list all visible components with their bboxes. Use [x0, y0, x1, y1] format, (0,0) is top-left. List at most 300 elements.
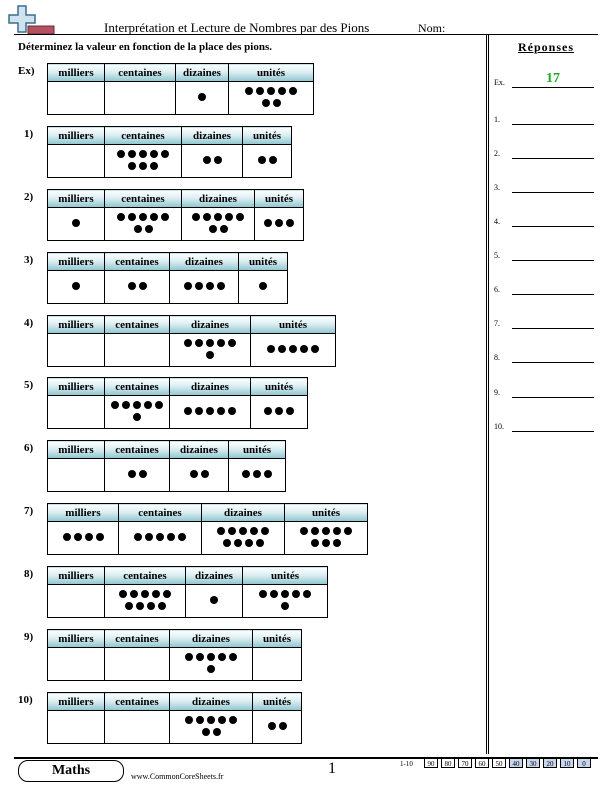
- answer-label: 6.: [494, 285, 500, 294]
- counter-dot: [300, 345, 308, 353]
- answer-row: [494, 313, 594, 329]
- counter-dot: [117, 213, 125, 221]
- column-header: dizaines: [170, 630, 253, 648]
- counter-dot: [128, 162, 136, 170]
- counter-cell: [202, 522, 285, 555]
- column-header: dizaines: [176, 64, 229, 82]
- counter-dot: [202, 728, 210, 736]
- column-header: milliers: [48, 441, 105, 459]
- counter-dot: [322, 527, 330, 535]
- answer-line[interactable]: [512, 226, 594, 227]
- counter-dot: [196, 653, 204, 661]
- score-box: 70: [458, 758, 472, 768]
- answer-label: 8.: [494, 353, 500, 362]
- place-value-table: [47, 126, 292, 178]
- counter-cell: [105, 271, 170, 304]
- counter-dot: [229, 716, 237, 724]
- answer-line[interactable]: [512, 362, 594, 363]
- counter-cell: [105, 648, 170, 681]
- counter-dot: [184, 407, 192, 415]
- counter-cell: [105, 145, 182, 178]
- counter-dot: [311, 527, 319, 535]
- answer-row: [494, 177, 594, 193]
- counter-dot: [300, 527, 308, 535]
- column-header: dizaines: [170, 378, 251, 396]
- answer-label: 5.: [494, 251, 500, 260]
- counter-dot: [278, 87, 286, 95]
- counter-dot: [207, 716, 215, 724]
- counter-dot: [275, 407, 283, 415]
- score-box: 40: [509, 758, 523, 768]
- counter-dot: [281, 602, 289, 610]
- place-value-table: [47, 377, 308, 429]
- counter-dot: [281, 590, 289, 598]
- column-header: centaines: [105, 127, 182, 145]
- counter-dot: [139, 213, 147, 221]
- counter-dot: [141, 590, 149, 598]
- counter-dot: [163, 590, 171, 598]
- answer-label: 3.: [494, 183, 500, 192]
- score-box: 80: [441, 758, 455, 768]
- counter-dot: [292, 590, 300, 598]
- counter-cell: [253, 711, 302, 744]
- column-header: centaines: [105, 441, 170, 459]
- counter-dot: [322, 539, 330, 547]
- column-header: dizaines: [170, 693, 253, 711]
- counter-dot: [136, 602, 144, 610]
- counter-cell: [105, 585, 186, 618]
- counter-dot: [333, 527, 341, 535]
- column-header: milliers: [48, 190, 105, 208]
- counter-dot: [286, 407, 294, 415]
- counter-dot: [85, 533, 93, 541]
- counter-dot: [210, 596, 218, 604]
- column-header: dizaines: [170, 253, 239, 271]
- column-header: dizaines: [182, 190, 255, 208]
- counter-dot: [178, 533, 186, 541]
- counter-dot: [256, 87, 264, 95]
- place-value-table: [47, 63, 314, 115]
- answer-value: 17: [546, 71, 560, 86]
- column-header: milliers: [48, 504, 119, 522]
- answer-row: [494, 416, 594, 432]
- problem-number: 9): [24, 631, 34, 643]
- answer-line[interactable]: [512, 158, 594, 159]
- problem-number: 3): [24, 254, 34, 266]
- counter-dot: [167, 533, 175, 541]
- counter-dot: [239, 527, 247, 535]
- counter-dot: [264, 470, 272, 478]
- counter-dot: [229, 653, 237, 661]
- counter-dot: [206, 407, 214, 415]
- score-box: 10: [560, 758, 574, 768]
- counter-dot: [236, 213, 244, 221]
- counter-dot: [150, 150, 158, 158]
- counter-dot: [262, 99, 270, 107]
- place-value-table: [47, 189, 304, 241]
- counter-cell: [48, 522, 119, 555]
- counter-dot: [209, 225, 217, 233]
- counter-dot: [158, 602, 166, 610]
- counter-dot: [242, 470, 250, 478]
- counter-dot: [133, 401, 141, 409]
- counter-dot: [184, 282, 192, 290]
- counter-dot: [214, 156, 222, 164]
- score-box: 90: [424, 758, 438, 768]
- counter-dot: [203, 156, 211, 164]
- counter-cell: [48, 585, 105, 618]
- answer-line[interactable]: [512, 87, 594, 88]
- counter-dot: [134, 533, 142, 541]
- counter-dot: [185, 653, 193, 661]
- counter-dot: [217, 527, 225, 535]
- column-header: centaines: [105, 190, 182, 208]
- problem-number: 10): [18, 694, 33, 706]
- counter-dot: [264, 407, 272, 415]
- counter-dot: [152, 590, 160, 598]
- counter-cell: [105, 208, 182, 241]
- counter-dot: [145, 533, 153, 541]
- counter-cell: [186, 585, 243, 618]
- column-header: dizaines: [202, 504, 285, 522]
- counter-cell: [48, 711, 105, 744]
- score-box: 0: [577, 758, 591, 768]
- counter-cell: [182, 208, 255, 241]
- counter-dot: [270, 590, 278, 598]
- counter-dot: [286, 219, 294, 227]
- answer-line[interactable]: [512, 294, 594, 295]
- counter-dot: [195, 407, 203, 415]
- score-box: 50: [492, 758, 506, 768]
- counter-dot: [134, 225, 142, 233]
- answer-row: [494, 211, 594, 227]
- counter-dot: [128, 213, 136, 221]
- counter-dot: [161, 150, 169, 158]
- column-header: unités: [251, 316, 336, 334]
- counter-cell: [105, 711, 170, 744]
- counter-cell: [251, 396, 308, 429]
- counter-dot: [206, 351, 214, 359]
- counter-dot: [218, 716, 226, 724]
- worksheet-title: Interprétation et Lecture de Nombres par des Pions: [104, 20, 370, 35]
- page-number: 1: [328, 760, 336, 777]
- counter-dot: [130, 590, 138, 598]
- problem-number: Ex): [18, 65, 35, 77]
- counter-dot: [228, 407, 236, 415]
- counter-dot: [289, 345, 297, 353]
- counter-cell: [243, 145, 292, 178]
- counter-cell: [48, 396, 105, 429]
- column-header: unités: [253, 630, 302, 648]
- problem-number: 5): [24, 379, 34, 391]
- counter-dot: [161, 213, 169, 221]
- counter-cell: [170, 334, 251, 367]
- problem-number: 7): [24, 505, 34, 517]
- column-header: dizaines: [182, 127, 243, 145]
- counter-cell: [48, 648, 105, 681]
- counter-dot: [139, 162, 147, 170]
- counter-dot: [198, 93, 206, 101]
- counter-cell: [105, 334, 170, 367]
- counter-dot: [139, 282, 147, 290]
- counter-dot: [234, 539, 242, 547]
- counter-dot: [259, 282, 267, 290]
- maths-badge: Maths: [18, 760, 124, 782]
- counter-cell: [170, 459, 229, 492]
- counter-dot: [150, 162, 158, 170]
- counter-cell: [170, 396, 251, 429]
- counter-cell: [239, 271, 288, 304]
- counter-dot: [279, 722, 287, 730]
- counter-dot: [225, 213, 233, 221]
- counter-dot: [207, 653, 215, 661]
- counter-cell: [105, 82, 176, 115]
- counter-cell: [48, 334, 105, 367]
- score-box: 60: [475, 758, 489, 768]
- place-value-table: [47, 503, 368, 555]
- column-header: milliers: [48, 630, 105, 648]
- answer-label: 4.: [494, 217, 500, 226]
- counter-dot: [72, 282, 80, 290]
- column-header: centaines: [105, 253, 170, 271]
- counter-cell: [48, 208, 105, 241]
- counter-dot: [133, 413, 141, 421]
- column-header: unités: [229, 441, 286, 459]
- problem-number: 2): [24, 191, 34, 203]
- counter-dot: [185, 716, 193, 724]
- counter-cell: [48, 82, 105, 115]
- place-value-table: [47, 252, 288, 304]
- column-header: centaines: [105, 693, 170, 711]
- counter-dot: [96, 533, 104, 541]
- footer-url: www.CommonCoreSheets.fr: [131, 772, 224, 781]
- answer-row: [494, 109, 594, 125]
- counter-dot: [144, 401, 152, 409]
- answer-label: 2.: [494, 149, 500, 158]
- answer-label: 9.: [494, 388, 500, 397]
- counter-cell: [48, 145, 105, 178]
- column-header: unités: [243, 127, 292, 145]
- counter-dot: [63, 533, 71, 541]
- counter-cell: [285, 522, 368, 555]
- score-box: 20: [543, 758, 557, 768]
- score-box: 30: [526, 758, 540, 768]
- counter-dot: [289, 87, 297, 95]
- counter-dot: [253, 470, 261, 478]
- answer-line[interactable]: [512, 260, 594, 261]
- column-header: milliers: [48, 127, 105, 145]
- counter-cell: [253, 648, 302, 681]
- answer-row: [494, 143, 594, 159]
- counter-cell: [229, 82, 314, 115]
- instructions: Déterminez la valeur en fonction de la place des pions.: [18, 41, 272, 53]
- counter-dot: [111, 401, 119, 409]
- answer-label: 10.: [494, 422, 504, 431]
- counter-dot: [220, 225, 228, 233]
- problem-number: 1): [24, 128, 34, 140]
- column-header: dizaines: [170, 316, 251, 334]
- counter-dot: [217, 407, 225, 415]
- column-header: unités: [251, 378, 308, 396]
- counter-dot: [311, 539, 319, 547]
- answer-line[interactable]: [512, 328, 594, 329]
- counter-dot: [250, 527, 258, 535]
- counter-dot: [228, 527, 236, 535]
- counter-dot: [117, 150, 125, 158]
- counter-cell: [251, 334, 336, 367]
- counter-dot: [256, 539, 264, 547]
- counter-dot: [128, 282, 136, 290]
- counter-dot: [74, 533, 82, 541]
- counter-dot: [267, 345, 275, 353]
- counter-dot: [184, 339, 192, 347]
- counter-cell: [229, 459, 286, 492]
- counter-dot: [278, 345, 286, 353]
- answer-line[interactable]: [512, 431, 594, 432]
- counter-dot: [269, 156, 277, 164]
- counter-dot: [195, 282, 203, 290]
- answer-label: 7.: [494, 319, 500, 328]
- counter-dot: [139, 470, 147, 478]
- answer-row: [494, 245, 594, 261]
- counter-dot: [139, 150, 147, 158]
- answer-label: Ex.: [494, 78, 505, 87]
- counter-dot: [155, 401, 163, 409]
- answer-row: [494, 382, 594, 398]
- counter-dot: [223, 539, 231, 547]
- column-header: milliers: [48, 378, 105, 396]
- answer-row: [494, 72, 594, 88]
- counter-dot: [217, 282, 225, 290]
- column-header: unités: [285, 504, 368, 522]
- counter-cell: [243, 585, 328, 618]
- answers-divider: [486, 34, 489, 754]
- column-header: unités: [239, 253, 288, 271]
- column-header: centaines: [105, 630, 170, 648]
- counter-cell: [176, 82, 229, 115]
- counter-cell: [48, 459, 105, 492]
- counter-dot: [201, 470, 209, 478]
- column-header: unités: [229, 64, 314, 82]
- counter-dot: [150, 213, 158, 221]
- counter-cell: [105, 459, 170, 492]
- column-header: dizaines: [170, 441, 229, 459]
- counter-dot: [119, 590, 127, 598]
- column-header: milliers: [48, 316, 105, 334]
- counter-dot: [217, 339, 225, 347]
- answers-title: Réponses: [518, 40, 575, 54]
- counter-cell: [170, 271, 239, 304]
- counter-dot: [245, 87, 253, 95]
- counter-dot: [273, 99, 281, 107]
- column-header: milliers: [48, 693, 105, 711]
- column-header: centaines: [105, 64, 176, 82]
- counter-dot: [264, 219, 272, 227]
- counter-dot: [195, 339, 203, 347]
- column-header: unités: [255, 190, 304, 208]
- place-value-table: [47, 629, 302, 681]
- header-rule: [14, 34, 598, 35]
- answer-row: [494, 347, 594, 363]
- counter-dot: [190, 470, 198, 478]
- counter-dot: [206, 282, 214, 290]
- counter-dot: [303, 590, 311, 598]
- answer-row: [494, 279, 594, 295]
- counter-dot: [213, 728, 221, 736]
- column-header: centaines: [105, 316, 170, 334]
- counter-dot: [275, 219, 283, 227]
- counter-dot: [311, 345, 319, 353]
- column-header: centaines: [105, 378, 170, 396]
- place-value-table: [47, 315, 336, 367]
- problem-number: 6): [24, 442, 34, 454]
- counter-dot: [228, 339, 236, 347]
- counter-dot: [206, 339, 214, 347]
- counter-dot: [333, 539, 341, 547]
- place-value-table: [47, 440, 286, 492]
- answer-line[interactable]: [512, 192, 594, 193]
- counter-cell: [170, 711, 253, 744]
- column-header: centaines: [119, 504, 202, 522]
- counter-dot: [268, 722, 276, 730]
- counter-dot: [259, 590, 267, 598]
- answer-line[interactable]: [512, 124, 594, 125]
- counter-cell: [182, 145, 243, 178]
- problem-number: 8): [24, 568, 34, 580]
- counter-dot: [145, 225, 153, 233]
- score-range-label: 1-10: [400, 760, 413, 768]
- counter-dot: [128, 150, 136, 158]
- counter-dot: [203, 213, 211, 221]
- counter-cell: [170, 648, 253, 681]
- counter-dot: [261, 527, 269, 535]
- counter-dot: [207, 665, 215, 673]
- counter-dot: [156, 533, 164, 541]
- counter-dot: [128, 470, 136, 478]
- column-header: centaines: [105, 567, 186, 585]
- counter-cell: [119, 522, 202, 555]
- column-header: unités: [243, 567, 328, 585]
- name-label: Nom:: [418, 21, 446, 35]
- counter-dot: [125, 602, 133, 610]
- counter-dot: [192, 213, 200, 221]
- counter-dot: [72, 219, 80, 227]
- counter-dot: [147, 602, 155, 610]
- counter-dot: [214, 213, 222, 221]
- counter-cell: [48, 271, 105, 304]
- counter-dot: [258, 156, 266, 164]
- counter-dot: [218, 653, 226, 661]
- counter-dot: [344, 527, 352, 535]
- answer-line[interactable]: [512, 397, 594, 398]
- place-value-table: [47, 692, 302, 744]
- column-header: dizaines: [186, 567, 243, 585]
- place-value-table: [47, 566, 328, 618]
- plus-logo-icon: [6, 4, 56, 36]
- counter-dot: [245, 539, 253, 547]
- counter-cell: [105, 396, 170, 429]
- column-header: unités: [253, 693, 302, 711]
- counter-cell: [255, 208, 304, 241]
- problem-number: 4): [24, 317, 34, 329]
- column-header: milliers: [48, 64, 105, 82]
- column-header: milliers: [48, 567, 105, 585]
- column-header: milliers: [48, 253, 105, 271]
- counter-dot: [122, 401, 130, 409]
- counter-dot: [196, 716, 204, 724]
- counter-dot: [267, 87, 275, 95]
- answer-label: 1.: [494, 115, 500, 124]
